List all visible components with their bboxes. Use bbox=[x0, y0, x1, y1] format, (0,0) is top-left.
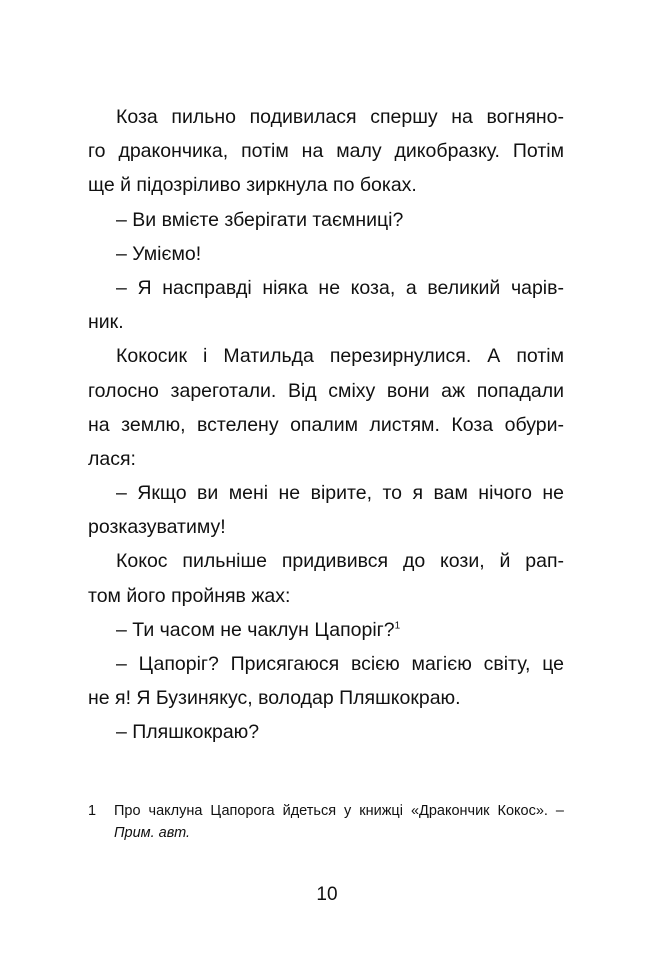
page-number: 10 bbox=[316, 884, 338, 905]
footnote-number: 1 bbox=[88, 803, 97, 819]
text-line: на землю, встелену опалим листям. Коза обури- bbox=[88, 413, 564, 436]
main-text bbox=[88, 100, 564, 750]
text-line: лася: bbox=[88, 447, 136, 470]
footnote bbox=[88, 800, 564, 844]
text-line: Кокос пильніше придивився до кози, й рап- bbox=[116, 550, 564, 573]
footnote-reference[interactable]: 1 bbox=[394, 620, 401, 632]
dialogue-line: – Уміємо! bbox=[116, 242, 202, 265]
text-line: не я! Я Бузинякус, володар Пляшкокраю. bbox=[88, 687, 461, 710]
footnote-attribution: Прим. авт. bbox=[114, 825, 191, 841]
footnote-text: Про чаклуна Цапорога йдеться у книжці «Дракончик Кокос». – bbox=[114, 803, 564, 819]
text-line: розказуватиму! bbox=[88, 516, 226, 539]
dialogue-line: – Я насправді ніяка не коза, а великий чарів- bbox=[116, 276, 564, 299]
text-line: том його пройняв жах: bbox=[88, 584, 291, 607]
text-line: Коза пильно подивилася спершу на вогняно- bbox=[116, 106, 564, 128]
dialogue-line: – Пляшкокраю? bbox=[116, 721, 260, 744]
text-line: Кокосик і Матильда перезирнулися. А потім bbox=[116, 345, 564, 368]
text-line: голосно зареготали. Від сміху вони аж попадали bbox=[88, 379, 564, 402]
text-line: ще й підозріливо зиркнула по боках. bbox=[88, 174, 417, 197]
dialogue-line bbox=[88, 613, 564, 647]
text-line: ник. bbox=[88, 311, 124, 334]
dialogue-text: – Ти часом не чаклун Цапоріг? bbox=[116, 618, 395, 641]
dialogue-line: – Якщо ви мені не вірите, то я вам нічого не bbox=[116, 482, 564, 505]
dialogue-line: – Ви вмієте зберігати таємниці? bbox=[116, 208, 404, 231]
dialogue-line: – Цапоріг? Присягаюся всією магією світу, це bbox=[116, 653, 564, 675]
text-line: го дракончика, потім на малу дикобразку. Потім bbox=[88, 140, 564, 163]
